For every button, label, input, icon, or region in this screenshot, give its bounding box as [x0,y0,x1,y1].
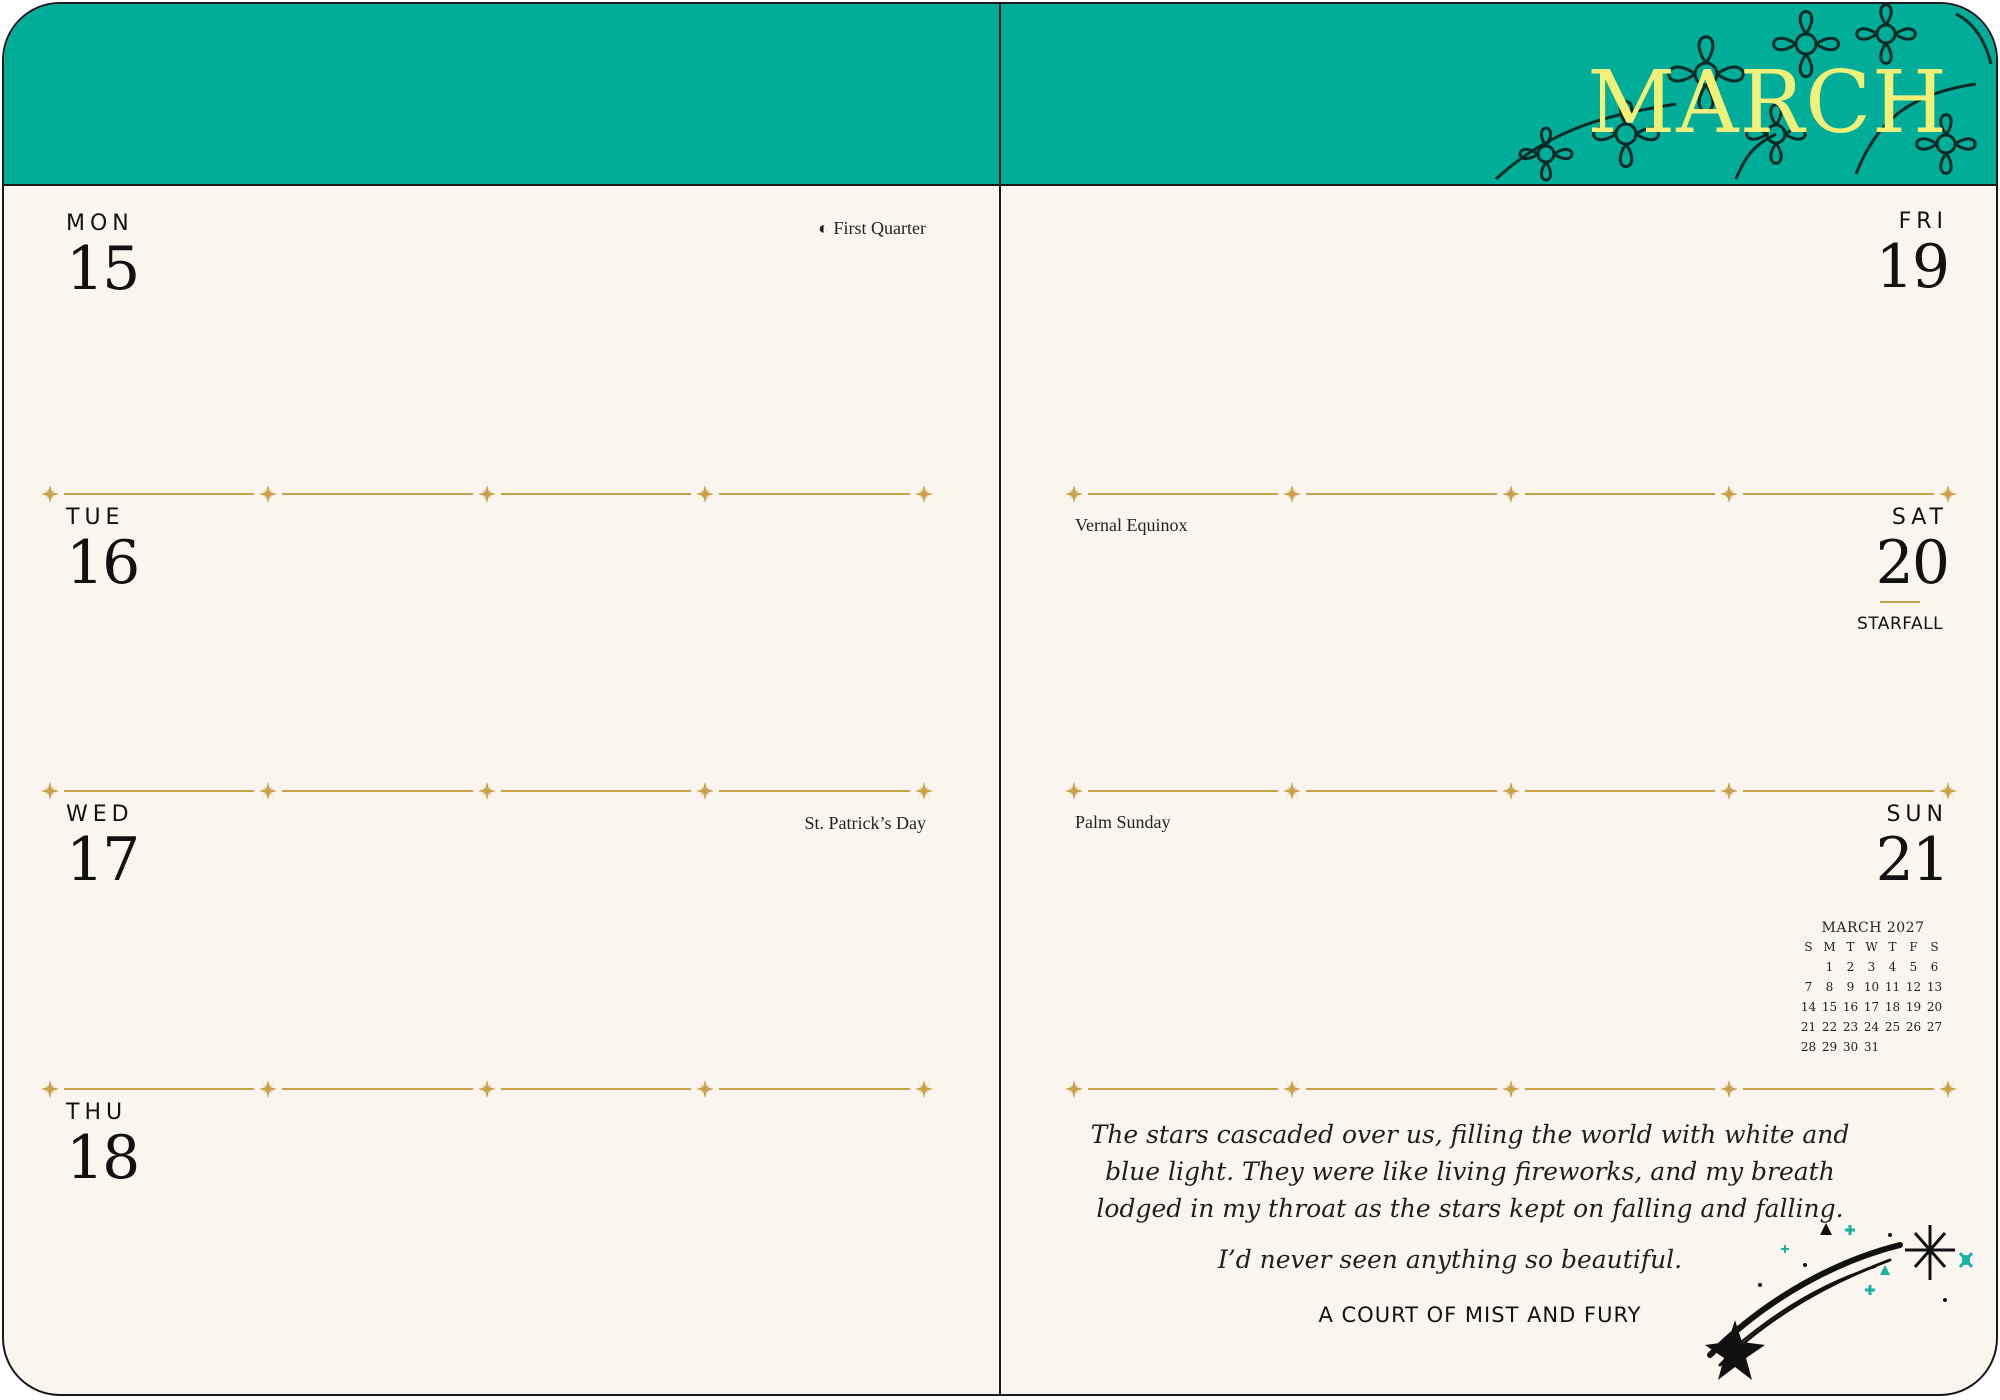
mini-calendar-day: 18 [1884,1000,1901,1014]
mini-calendar-weekday: W [1865,940,1878,954]
mini-calendar-day: 29 [1821,1040,1838,1054]
day-sat-20[interactable] [1875,505,1948,598]
mini-calendar-day: 25 [1884,1020,1901,1034]
mini-calendar [1798,920,1948,1056]
day-sun-21[interactable] [1875,802,1948,895]
mini-calendar-weekday: F [1909,940,1918,954]
mini-calendar-title: MARCH 2027 [1821,920,1925,936]
day-of-week: TUE [66,505,125,530]
mini-calendar-day: 16 [1842,1000,1859,1014]
mini-calendar-day [1924,1039,1945,1056]
day-divider-rule-left-1 [40,484,940,504]
mini-calendar-weekday: T [1846,940,1855,954]
day-fri-19[interactable] [1875,209,1948,302]
day-number: 15 [66,234,139,304]
day-of-week: MON [66,211,134,236]
mini-calendar-day: 7 [1804,980,1813,994]
mini-calendar-day: 1 [1825,960,1834,974]
header-band-left [4,4,999,186]
mini-calendar-day: 2 [1846,960,1855,974]
mini-calendar-day [1903,1039,1924,1056]
mini-calendar-day: 21 [1800,1020,1817,1034]
mini-calendar-day: 27 [1926,1020,1943,1034]
day-number: 17 [66,825,139,895]
left-page [2,2,1000,1396]
mini-calendar-day: 22 [1821,1020,1838,1034]
mini-calendar-day: 4 [1888,960,1897,974]
day-wed-17[interactable] [66,802,139,895]
mini-calendar-grid [1798,939,1948,1056]
mini-calendar-day: 24 [1863,1020,1880,1034]
day-of-week: THU [66,1100,128,1125]
starfall-label: STARFALL [1856,614,1944,634]
mini-calendar-day: 19 [1905,1000,1922,1014]
mini-calendar-day: 14 [1800,1000,1817,1014]
mini-calendar-day: 15 [1821,1000,1838,1014]
starfall-divider [1880,601,1920,603]
mini-calendar-day: 5 [1909,960,1918,974]
header-band-right [1001,4,1996,186]
day-of-week: SUN [1886,802,1948,827]
day-divider-rule-right-3 [1064,1079,1964,1099]
mini-calendar-weekday: S [1804,940,1813,954]
quote-source: A COURT OF MIST AND FURY [1318,1303,1642,1327]
day-number: 21 [1875,825,1948,895]
shooting-star-illustration [1690,1205,1990,1385]
day-divider-rule-right-2 [1064,781,1964,801]
day-number: 16 [66,528,139,598]
mini-calendar-weekday: S [1930,940,1939,954]
mini-calendar-day: 11 [1884,980,1901,994]
mini-calendar-day [1882,1039,1903,1056]
mini-calendar-day: 23 [1842,1020,1859,1034]
mini-calendar-day: 26 [1905,1020,1922,1034]
day-divider-rule-left-2 [40,781,940,801]
month-title: MARCH [1587,53,1948,153]
mini-calendar-day: 8 [1825,980,1834,994]
day-thu-18[interactable] [66,1100,139,1193]
mini-calendar-day: 9 [1846,980,1855,994]
day-of-week: WED [66,802,134,827]
mini-calendar-day: 13 [1926,980,1943,994]
quote-text: The stars cascaded over us, filling the world with white and blue light. They were like living fireworks, and my breath lodged in my throat as the stars kept on falling and falling. [1090,1120,1850,1223]
mini-calendar-weekday: M [1823,940,1836,954]
mini-calendar-day: 3 [1867,960,1876,974]
event-palm-sunday: Palm Sunday [1075,812,1171,832]
day-number: 19 [1875,232,1948,302]
mini-calendar-day: 28 [1800,1040,1817,1054]
event-vernal-equinox: Vernal Equinox [1075,515,1188,535]
mini-calendar-day: 6 [1930,960,1939,974]
mini-calendar-day: 12 [1905,980,1922,994]
mini-calendar-day: 30 [1842,1040,1859,1054]
mini-calendar-day: 17 [1863,1000,1880,1014]
day-number: 20 [1875,528,1948,598]
day-of-week: FRI [1898,209,1948,234]
mini-calendar-weekday: T [1888,940,1897,954]
day-divider-rule-left-3 [40,1079,940,1099]
day-number: 18 [66,1123,139,1193]
event-st-patricks-day: St. Patrick’s Day [804,813,926,833]
day-mon-15[interactable] [66,211,139,304]
day-divider-rule-right-1 [1064,484,1964,504]
event-first-quarter: ◐ First Quarter [818,218,926,238]
mini-calendar-day [1798,959,1819,976]
mini-calendar-day: 31 [1863,1040,1880,1054]
mini-calendar-day: 20 [1926,1000,1943,1014]
mini-calendar-day: 10 [1863,980,1880,994]
day-of-week: SAT [1891,505,1948,530]
day-tue-16[interactable] [66,505,139,598]
quote-text-second: I’d never seen anything so beautiful. [1217,1245,1683,1274]
